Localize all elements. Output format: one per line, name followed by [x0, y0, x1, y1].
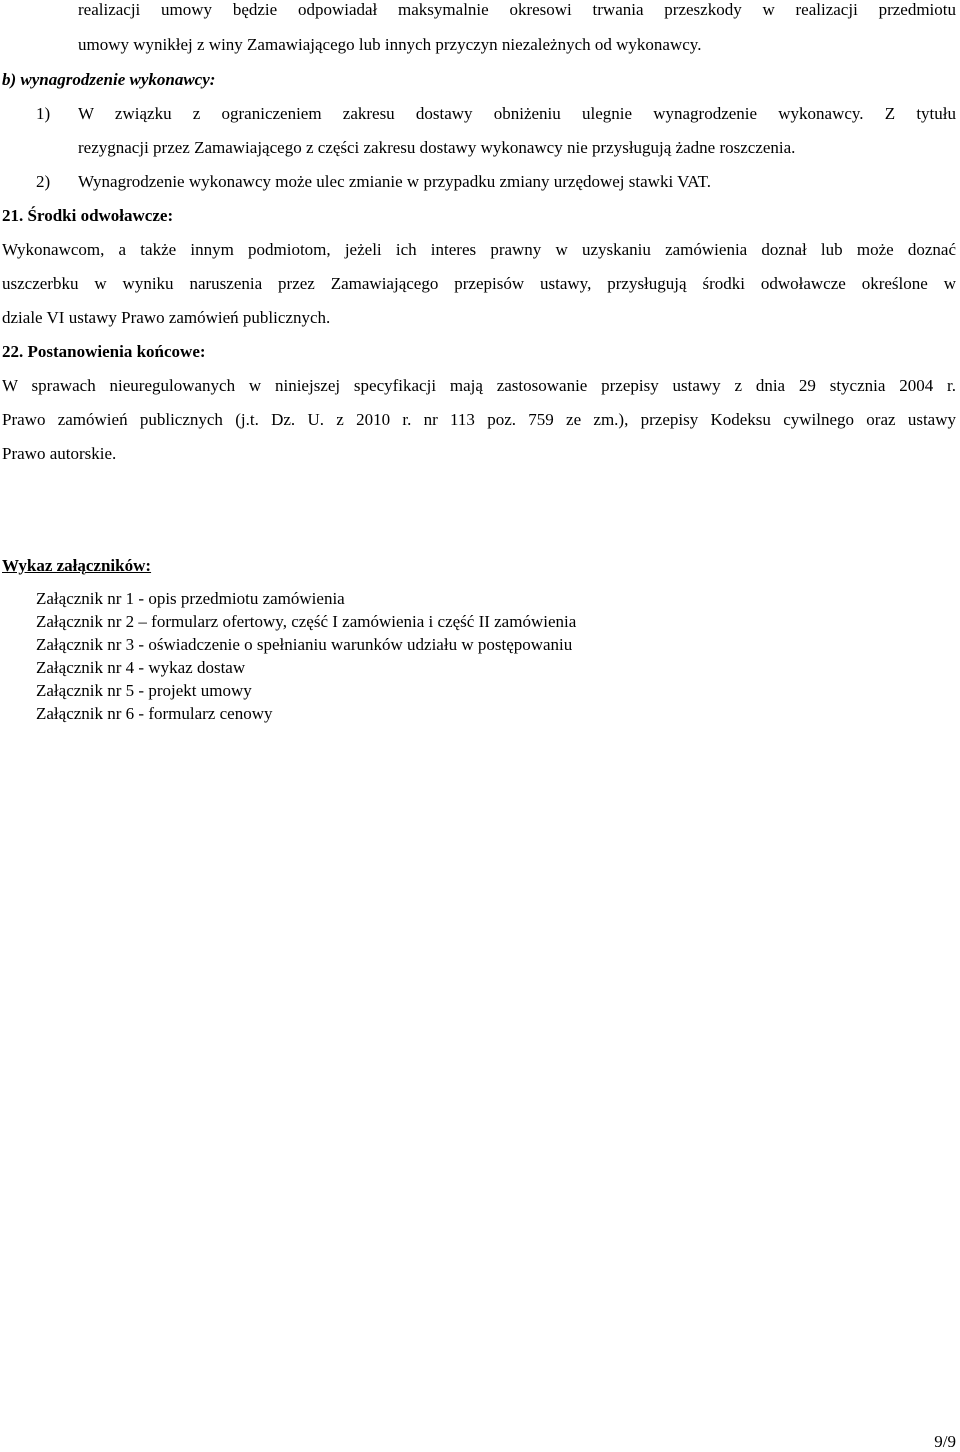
paragraph-line: W sprawach nieuregulowanych w niniejszej specyfikacji mają zastosowanie przepisy ustawy z dnia 29 stycznia 2004 r.: [2, 376, 956, 395]
page-number: 9/9: [934, 1432, 956, 1451]
section-22-heading: 22. Postanowienia końcowe:: [2, 342, 206, 361]
attachment-item: Załącznik nr 4 - wykaz dostaw: [36, 658, 246, 677]
list-item-text: rezygnacji przez Zamawiającego z części zakresu dostawy wykonawcy nie przysługują żadne roszczenia.: [78, 138, 796, 157]
paragraph-line: Wykonawcom, a także innym podmiotom, jeżeli ich interes prawny w uzyskaniu zamówienia doznał lub może doznać: [2, 240, 956, 259]
attachment-item: Załącznik nr 6 - formularz cenowy: [36, 704, 273, 723]
list-item-text: W związku z ograniczeniem zakresu dostawy obniżeniu ulegnie wynagrodzenie wykonawcy. Z tytułu: [78, 104, 956, 123]
attachment-item: Załącznik nr 3 - oświadczenie o spełnianiu warunków udziału w postępowaniu: [36, 635, 573, 654]
paragraph-line: Prawo autorskie.: [2, 444, 117, 463]
attachments-heading: Wykaz załączników:: [2, 556, 152, 575]
attachment-item: Załącznik nr 5 - projekt umowy: [36, 681, 252, 700]
list-item-text: Wynagrodzenie wykonawcy może ulec zmianie w przypadku zmiany urzędowej stawki VAT.: [78, 172, 711, 191]
attachment-item: Załącznik nr 2 – formularz ofertowy, część I zamówienia i część II zamówienia: [36, 612, 577, 631]
paragraph-line: realizacji umowy będzie odpowiadał maksymalnie okresowi trwania przeszkody w realizacji przedmiotu: [78, 0, 956, 19]
paragraph-line: Prawo zamówień publicznych (j.t. Dz. U. z 2010 r. nr 113 poz. 759 ze zm.), przepisy Kodeksu cywilnego oraz ustawy: [2, 410, 956, 429]
list-item-number: 1): [36, 104, 51, 123]
section-21-heading: 21. Środki odwoławcze:: [2, 206, 174, 225]
attachment-item: Załącznik nr 1 - opis przedmiotu zamówienia: [36, 589, 345, 608]
paragraph-line: dziale VI ustawy Prawo zamówień publicznych.: [2, 308, 331, 327]
paragraph-line: umowy wynikłej z winy Zamawiającego lub innych przyczyn niezależnych od wykonawcy.: [78, 35, 702, 54]
list-item-number: 2): [36, 172, 51, 191]
paragraph-line: uszczerbku w wyniku naruszenia przez Zamawiającego przepisów ustawy, przysługują środki odwoławcze określone w: [2, 274, 956, 293]
section-b-heading: b) wynagrodzenie wykonawcy:: [2, 70, 216, 89]
